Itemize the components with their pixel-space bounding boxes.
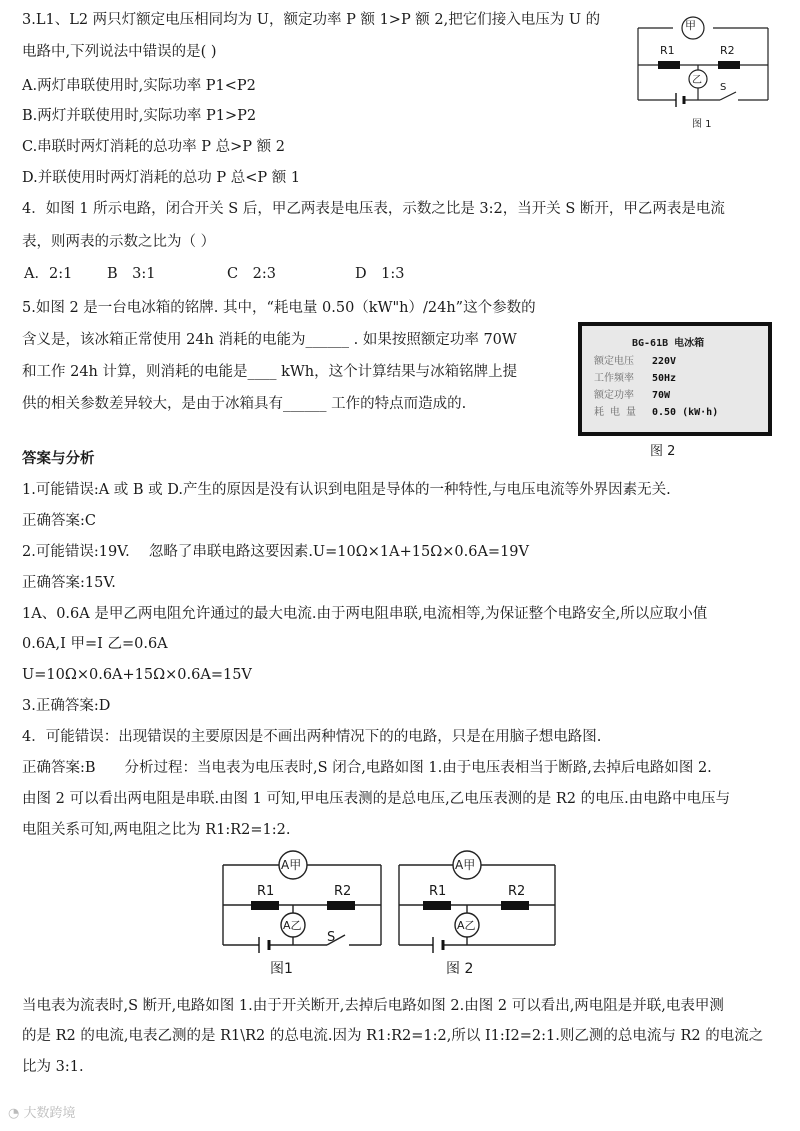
q5-stem-line2: 含义是，该冰箱正常使用 24h 消耗的电能为______ . 如果按照额定功率 70W (22, 332, 517, 348)
nameplate-key: 额定电压 (594, 356, 634, 367)
left-r1-label: R1 (257, 884, 275, 899)
answer-4: 4．可能错误：出现错误的主要原因是不画出两种情况下的的电路，只是在用脑子想电路图. (22, 729, 602, 745)
nameplate-value: 220V (652, 356, 677, 367)
q5-stem-line3: 和工作 24h 计算，则消耗的电能是____ kWh，这个计算结果与冰箱铭牌上提 (22, 364, 518, 380)
nameplate-key: 耗 电 量 (594, 407, 637, 418)
right-meter-yi-label: A乙 (457, 919, 476, 932)
top-meter-yi-label: 乙 (692, 75, 702, 86)
nameplate-value: 0.50 (kW·h) (652, 407, 719, 418)
left-meter-yi-label: A乙 (283, 919, 302, 932)
q3-option-a: A.两灯串联使用时,实际功率 P1<P2 (22, 78, 256, 94)
q4-stem-line2: 表，则两表的示数之比为（ ） (22, 234, 216, 250)
answer-2-explanation-3: U=10Ω×0.6A+15Ω×0.6A=15V (22, 667, 252, 683)
answer-2-explanation-2: 0.6A,I 甲=I 乙=0.6A (22, 636, 168, 652)
top-meter-jia-label: 甲 (685, 19, 696, 32)
nameplate-key: 额定功率 (594, 390, 634, 401)
answer-4-line2: 由图 2 可以看出两电阻是串联.由图 1 可知,甲电压表测的是总电压,乙电压表测的是 R2 的电压.由电路中电压与 (22, 791, 731, 807)
q4-option-d: D 1:3 (355, 266, 405, 282)
nameplate-value: 70W (652, 390, 671, 401)
answers-heading: 答案与分析 (22, 451, 95, 467)
top-r2-label: R2 (720, 44, 735, 57)
watermark-logo (8, 1102, 76, 1121)
q5-stem-line4: 供的相关参数差异较大，是由于冰箱具有______ 工作的特点而造成的. (22, 396, 467, 412)
top-circuit-figure (628, 8, 778, 128)
answer-1-correct: 正确答案:C (22, 513, 96, 529)
q5-stem-line1: 5.如图 2 是一台电冰箱的铭牌. 其中，“耗电量 0.50（kW"h）/24h”这个参数的 (22, 300, 536, 316)
fridge-nameplate (578, 322, 772, 436)
answer-2-explanation-1: 1A、0.6A 是甲乙两电阻允许通过的最大电流.由于两电阻串联,电流相等,为保证整个电路安全,所以应取小值 (22, 606, 708, 622)
q3-option-d: D.并联使用时两灯消耗的总功 P 总<P 额 1 (22, 170, 301, 186)
left-figure-caption: 图1 (270, 961, 293, 977)
left-meter-jia-label: A甲 (281, 858, 302, 872)
top-r1-label: R1 (660, 44, 675, 57)
answer-4-line4: 当电表为流表时,S 断开,电路如图 1.由于开关断开,去掉后电路如图 2.由图 2 可以看出,两电阻是并联,电表甲测 (22, 998, 724, 1014)
watermark-text: 大数跨境 (23, 1106, 76, 1121)
nameplate-key: 工作频率 (594, 373, 634, 384)
top-figure-caption: 图 1 (692, 119, 712, 130)
answer-2: 2.可能错误:19V. 忽略了串联电路这要因素.U=10Ω×1A+15Ω×0.6A=19V (22, 544, 529, 560)
answer-3-correct: 3.正确答案:D (22, 698, 111, 714)
q3-option-c: C.串联时两灯消耗的总功率 P 总>P 额 2 (22, 139, 286, 155)
right-meter-jia-label: A甲 (455, 858, 476, 872)
bottom-circuit-figures (215, 845, 575, 980)
answer-4-line5: 的是 R2 的电流,电表乙测的是 R1\R2 的总电流.因为 R1:R2=1:2,所以 I1:I2=2:1.则乙测的总电流与 R2 的电流之 (22, 1028, 764, 1044)
q4-option-c: C 2:3 (227, 266, 276, 282)
answer-4-line6: 比为 3:1. (22, 1059, 84, 1075)
left-r2-label: R2 (334, 884, 352, 899)
nameplate-model: BG-61B 电冰箱 (632, 338, 705, 349)
answer-4-line1: 正确答案:B 分析过程：当电表为电压表时,S 闭合,电路如图 1.由于电压表相当于断路,去掉后电路如图 2. (22, 760, 712, 776)
nameplate-row (594, 369, 676, 384)
nameplate-row (594, 352, 676, 367)
answer-2-correct: 正确答案:15V. (22, 575, 116, 591)
answer-1: 1.可能错误:A 或 B 或 D.产生的原因是没有认识到电阻是导体的一种特性,与电压电流等外界因素无关. (22, 482, 671, 498)
nameplate-value: 50Hz (652, 373, 677, 384)
q4-option-b: B 3:1 (107, 266, 156, 282)
answer-4-line3: 电阻关系可知,两电阻之比为 R1:R2=1:2. (22, 822, 291, 838)
nameplate-row (594, 386, 670, 401)
top-switch-label: S (720, 82, 727, 93)
nameplate-row (594, 403, 718, 418)
right-r1-label: R1 (429, 884, 447, 899)
left-switch-label: S (327, 930, 336, 945)
watermark-icon: ◔ (8, 1106, 24, 1121)
q4-stem-line1: 4．如图 1 所示电路，闭合开关 S 后，甲乙两表是电压表，示数之比是 3:2，当开关 S 断开，甲乙两表是电流 (22, 201, 725, 217)
right-figure-caption: 图 2 (446, 961, 474, 977)
nameplate-caption: 图 2 (650, 444, 676, 459)
q3-option-b: B.两灯并联使用时,实际功率 P1>P2 (22, 108, 257, 124)
q4-option-a: A．2:1 (24, 266, 73, 282)
q3-stem-line2: 电路中,下列说法中错误的是( ) (22, 44, 217, 60)
q3-stem-line1: 3.L1、L2 两只灯额定电压相同均为 U，额定功率 P 额 1>P 额 2,把它们接入电压为 U 的 (22, 12, 601, 28)
right-r2-label: R2 (508, 884, 526, 899)
